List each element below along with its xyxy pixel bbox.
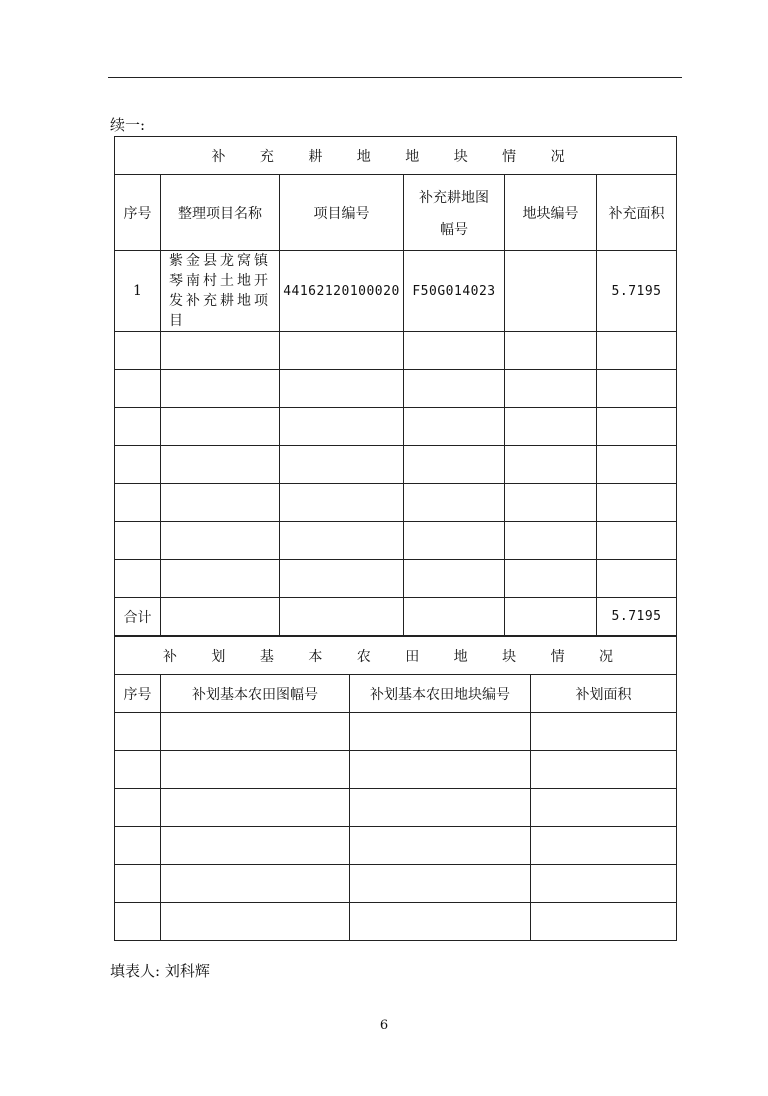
header-project-no: 项目编号 <box>280 175 404 251</box>
page-number: 6 <box>379 1018 389 1033</box>
total-area: 5.7195 <box>597 598 677 636</box>
table-header-row <box>115 675 677 713</box>
basic-farmland-table <box>114 636 677 941</box>
continuation-label: 续一: <box>110 116 146 134</box>
empty-row <box>115 484 677 522</box>
empty-row <box>115 560 677 598</box>
header-map-sheet <box>404 175 505 251</box>
row1-project-name: 紫金县龙窝镇琴南村土地开发补充耕地项目 <box>161 251 280 332</box>
header-farmland-map-sheet: 补划基本农田图幅号 <box>161 675 350 713</box>
empty-row <box>115 408 677 446</box>
header-plot-no: 地块编号 <box>505 175 597 251</box>
header-map-sheet-line1: 补充耕地图 <box>419 189 489 206</box>
header-seq: 序号 <box>115 675 161 713</box>
empty-row <box>115 332 677 370</box>
header-project-name: 整理项目名称 <box>161 175 280 251</box>
header-rule <box>108 77 682 78</box>
empty-row <box>115 370 677 408</box>
header-seq: 序号 <box>115 175 161 251</box>
supplement-farmland-table <box>114 136 677 636</box>
row1-seq: 1 <box>115 251 161 332</box>
header-map-sheet-line2: 幅号 <box>440 221 468 238</box>
table-header-row <box>115 175 677 251</box>
supplement-table-title: 补 充 耕 地 地 块 情 况 <box>115 137 677 175</box>
empty-row <box>115 827 677 865</box>
header-farmland-plot-no: 补划基本农田地块编号 <box>350 675 531 713</box>
empty-row <box>115 446 677 484</box>
row1-area: 5.7195 <box>597 251 677 332</box>
row1-project-no: 44162120100020 <box>280 251 404 332</box>
filler-signature: 填表人: 刘科辉 <box>110 962 210 980</box>
empty-row <box>115 865 677 903</box>
row1-plot-no <box>505 251 597 332</box>
empty-row <box>115 751 677 789</box>
empty-row <box>115 789 677 827</box>
empty-row <box>115 903 677 941</box>
empty-row <box>115 713 677 751</box>
total-label: 合计 <box>115 598 161 636</box>
total-row <box>115 598 677 636</box>
header-farmland-area: 补划面积 <box>531 675 677 713</box>
row1-map-sheet: F50G014023 <box>404 251 505 332</box>
table-row <box>115 251 677 332</box>
farmland-table-title: 补 划 基 本 农 田 地 块 情 况 <box>115 637 677 675</box>
empty-row <box>115 522 677 560</box>
header-area: 补充面积 <box>597 175 677 251</box>
